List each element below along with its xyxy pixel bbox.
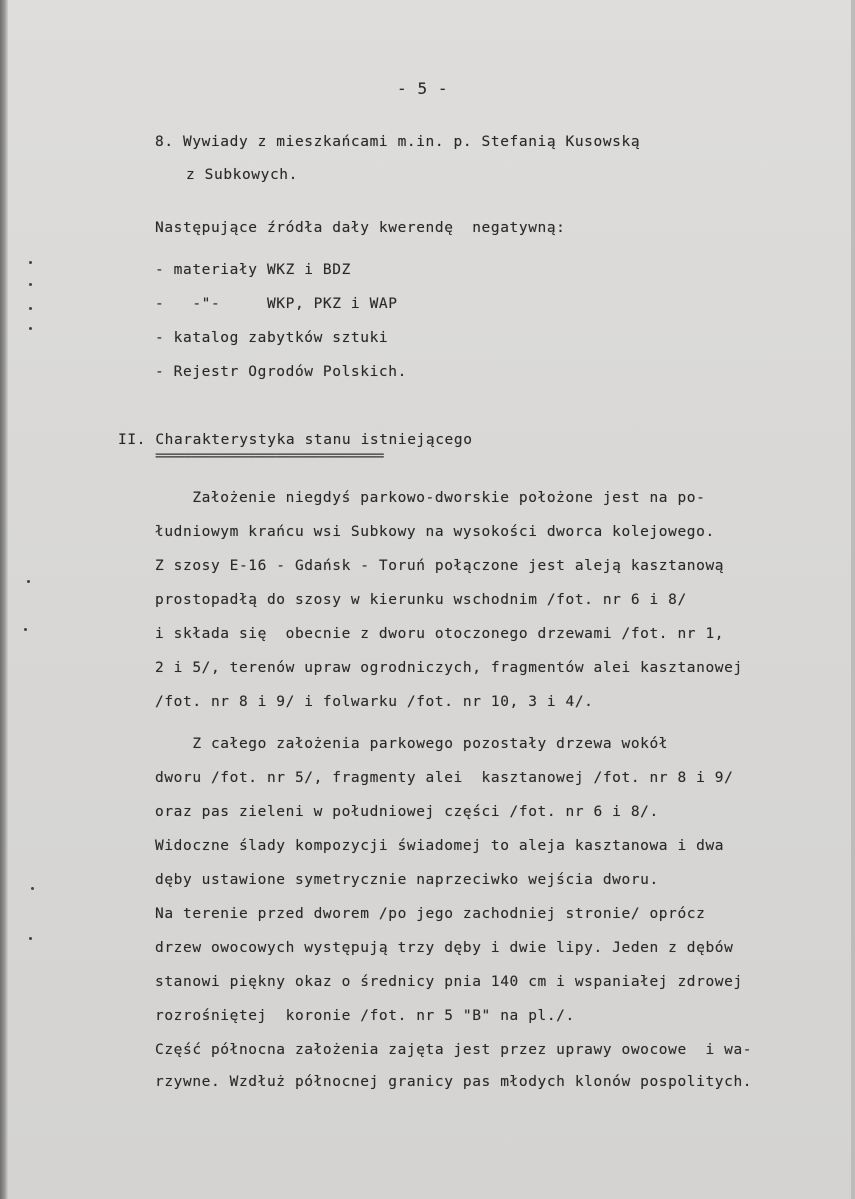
paragraph-2-line: dworu /fot. nr 5/, fragmenty alei kasztanowej /fot. nr 8 i 9/ [155, 770, 734, 786]
negative-list-item: - -"- WKP, PKZ i WAP [155, 296, 398, 312]
margin-mark [27, 580, 30, 583]
paragraph-2-line: Widoczne ślady kompozycji świadomej to aleja kasztanowa i dwa [155, 838, 725, 854]
section-heading: II. Charakterystyka stanu istniejącego [118, 432, 473, 448]
margin-mark [29, 283, 32, 286]
negative-list-item: - materiały WKZ i BDZ [155, 262, 351, 278]
paragraph-2-line: rozrośniętej koronie /fot. nr 5 "B" na pl./. [155, 1008, 575, 1024]
paragraph-2-line: rzywne. Wzdłuż północnej granicy pas młodych klonów pospolitych. [155, 1074, 753, 1090]
paragraph-2-line: dęby ustawione symetrycznie naprzeciwko wejścia dworu. [155, 872, 659, 888]
heading-underline: ================================ [155, 448, 384, 464]
margin-mark [29, 937, 32, 940]
negative-sources-intro: Następujące źródła dały kwerendę negatywną: [155, 220, 566, 236]
negative-list-item: - Rejestr Ogrodów Polskich. [155, 364, 407, 380]
margin-mark [29, 307, 32, 310]
negative-list-item: - katalog zabytków sztuki [155, 330, 389, 346]
item-8-line-2: z Subkowych. [186, 167, 298, 183]
paragraph-1-line: łudniowym krańcu wsi Subkowy na wysokości dworca kolejowego. [155, 524, 715, 540]
paragraph-1-line: Z szosy E-16 - Gdańsk - Toruń połączone jest aleją kasztanową [155, 558, 725, 574]
margin-mark [24, 628, 27, 631]
margin-mark [29, 327, 32, 330]
paragraph-1-line: i składa się obecnie z dworu otoczonego drzewami /fot. nr 1, [155, 626, 725, 642]
paragraph-1-line: 2 i 5/, terenów upraw ogrodniczych, fragmentów alei kasztanowej [155, 660, 743, 676]
paragraph-2-line: stanowi piękny okaz o średnicy pnia 140 cm i wspaniałej zdrowej [155, 974, 743, 990]
scan-left-edge [0, 0, 8, 1199]
paragraph-2-line: Z całego założenia parkowego pozostały drzewa wokół [155, 736, 669, 752]
paragraph-2-line: Na terenie przed dworem /po jego zachodniej stronie/ oprócz [155, 906, 706, 922]
paragraph-2-line: oraz pas zieleni w południowej części /fot. nr 6 i 8/. [155, 804, 659, 820]
page-number: - 5 - [397, 79, 449, 98]
paragraph-1-line: prostopadłą do szosy w kierunku wschodnim /fot. nr 6 i 8/ [155, 592, 687, 608]
paragraph-1-line: Założenie niegdyś parkowo-dworskie położone jest na po- [155, 490, 706, 506]
item-8-line-1: 8. Wywiady z mieszkańcami m.in. p. Stefanią Kusowską [155, 134, 641, 150]
paragraph-2-line: Część północna założenia zajęta jest przez uprawy owocowe i wa- [155, 1042, 753, 1058]
margin-mark [31, 887, 34, 890]
paragraph-2-line: drzew owocowych występują trzy dęby i dwie lipy. Jeden z dębów [155, 940, 734, 956]
paragraph-1-line: /fot. nr 8 i 9/ i folwarku /fot. nr 10, 3 i 4/. [155, 694, 594, 710]
scan-right-edge [851, 0, 855, 1199]
margin-mark [29, 261, 32, 264]
